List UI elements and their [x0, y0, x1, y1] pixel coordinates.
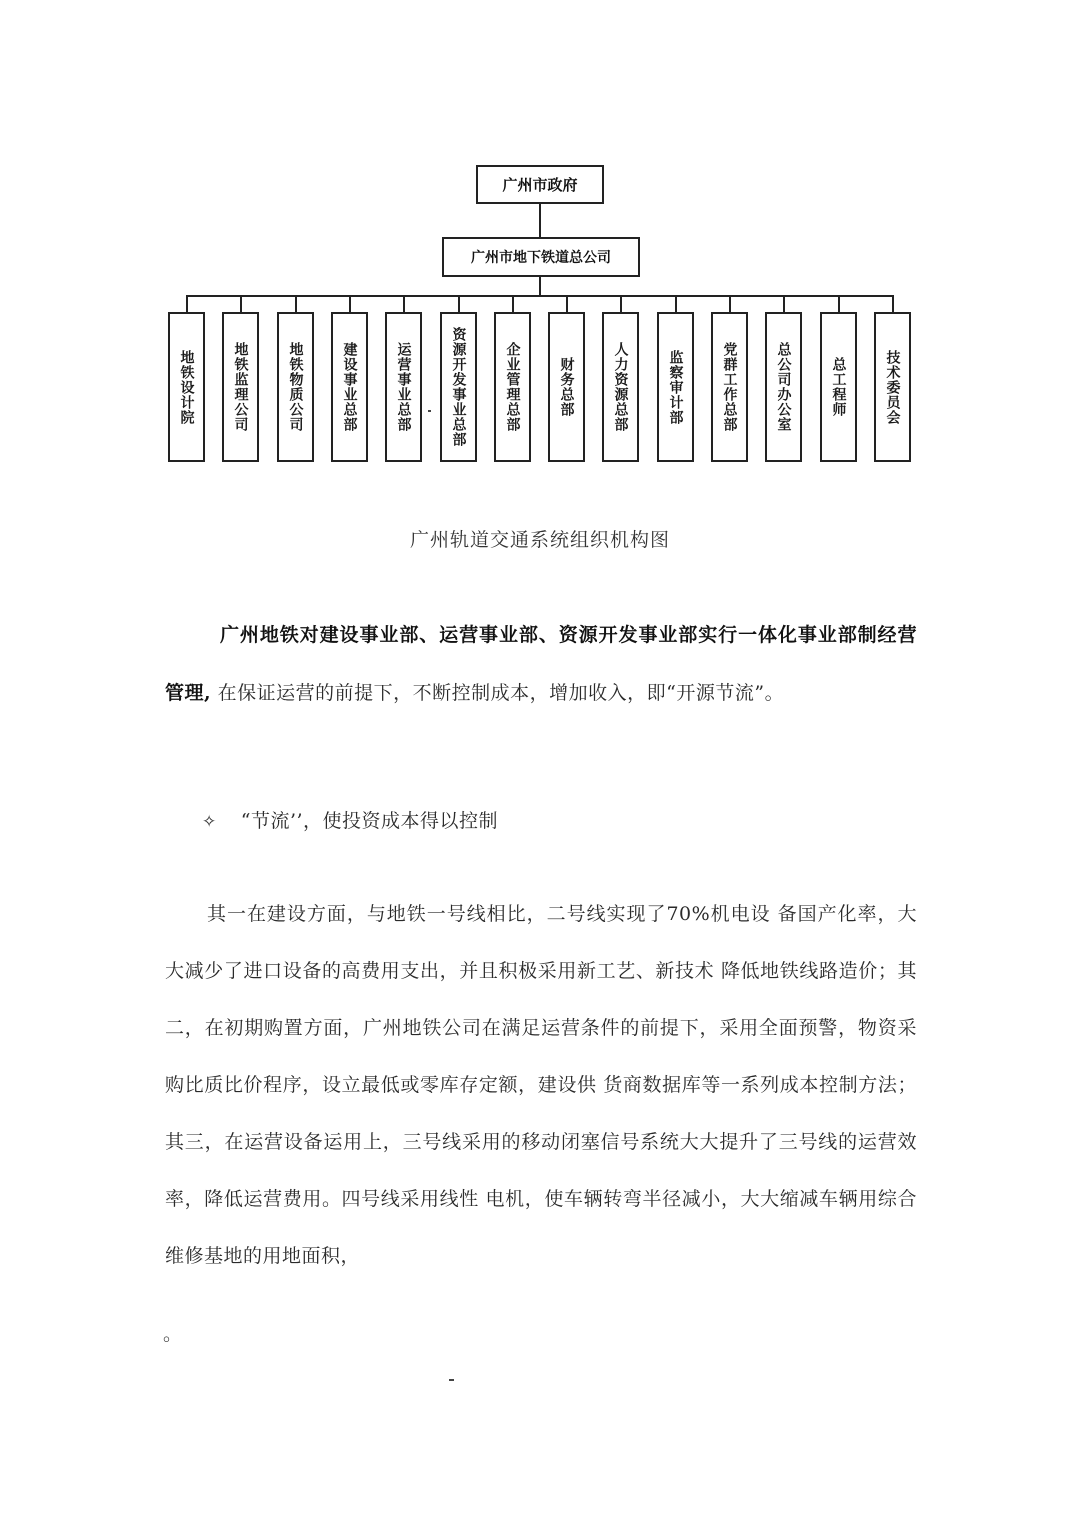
- paragraph-intro: [165, 606, 917, 722]
- bullet-heading: [202, 806, 498, 833]
- department-label: 总公司办公室: [775, 342, 792, 432]
- department-label: 地铁物质公司: [287, 342, 304, 432]
- connector-dept-stub: [620, 296, 622, 312]
- department-label: 党群工作总部: [721, 342, 738, 432]
- intro-rest-text: 在保证运营的前提下，不断控制成本，增加收入，即“开源节流”。: [211, 682, 785, 704]
- department-box: [222, 312, 259, 462]
- department-label: 地铁监理公司: [232, 342, 249, 432]
- figure-caption: 广州轨道交通系统组织机构图: [409, 529, 670, 551]
- department-label: 资源开发事业总部: [450, 327, 467, 447]
- connector-dept-stub: [186, 296, 188, 312]
- department-label: 运营事业总部: [395, 342, 412, 432]
- scan-speck: [449, 1379, 454, 1381]
- trailing-period: 。: [163, 1323, 183, 1345]
- connector-dept-stub: [240, 296, 242, 312]
- department-box: [385, 312, 422, 462]
- department-label: 建设事业总部: [341, 342, 358, 432]
- department-box: [168, 312, 205, 462]
- department-box: [331, 312, 368, 462]
- connector-dept-stub: [349, 296, 351, 312]
- department-box: [820, 312, 857, 462]
- connector-dept-stub: [566, 296, 568, 312]
- diamond-bullet-icon: ✧: [202, 812, 217, 832]
- scan-speck: [428, 410, 431, 412]
- bullet-text: “节流’’，使投资成本得以控制: [240, 810, 499, 832]
- org-middle-box: [442, 237, 640, 277]
- connector-dept-stub: [838, 296, 840, 312]
- connector-top-to-middle: [539, 204, 541, 237]
- connector-dept-stub: [892, 296, 894, 312]
- connector-dept-stub: [675, 296, 677, 312]
- paragraph-cost-control: 其一在建设方面，与地铁一号线相比，二号线实现了70%机电设 备国产化率，大大减少了进口设备的高费用支出，并且积极采用新工艺、新技术 降低地铁线路造价；其二，在初期购置方面，广州地铁公司在满足运营条件的前提下，采用全面预警，物资采购比质比价程序，设立最低或零库存定额，建设供 货商数据库等一系列成本控制方法；其三，在运营设备运用上，三号线采用的移动闭塞信号系统大大提升了三号线的运营效率，降低运营费用。四号线采用线性 电机，使车辆转弯半径减小，大大缩减车辆用综合维修基地的用地面积，: [165, 903, 917, 1267]
- department-box: [494, 312, 531, 462]
- connector-dept-stub: [729, 296, 731, 312]
- department-box: [874, 312, 911, 462]
- department-label: 财务总部: [558, 357, 575, 417]
- department-label: 人力资源总部: [612, 342, 629, 432]
- connector-bus: [186, 295, 894, 297]
- department-label: 地铁设计院: [178, 349, 195, 425]
- org-top-label: 广州市政府: [502, 176, 578, 194]
- connector-middle-to-bus: [539, 277, 541, 296]
- connector-dept-stub: [403, 296, 405, 312]
- department-box: [765, 312, 802, 462]
- connector-dept-stub: [512, 296, 514, 312]
- department-label: 监察审计部: [667, 349, 684, 425]
- connector-dept-stub: [295, 296, 297, 312]
- department-box: [548, 312, 585, 462]
- intro-bold-text: 广州地铁对建设事业部、运营事业部、资源开发事业部实行一体化事业部制经营管理,: [165, 624, 917, 704]
- department-box: [440, 312, 477, 462]
- org-top-box: [476, 165, 604, 204]
- department-label: 企业管理总部: [504, 342, 521, 432]
- org-middle-label: 广州市地下铁道总公司: [471, 250, 611, 266]
- department-box: [602, 312, 639, 462]
- connector-dept-stub: [458, 296, 460, 312]
- department-label: 技术委员会: [884, 349, 901, 425]
- connector-dept-stub: [783, 296, 785, 312]
- department-label: 总工程师: [830, 357, 847, 417]
- department-box: [657, 312, 694, 462]
- department-box: [277, 312, 314, 462]
- department-box: [711, 312, 748, 462]
